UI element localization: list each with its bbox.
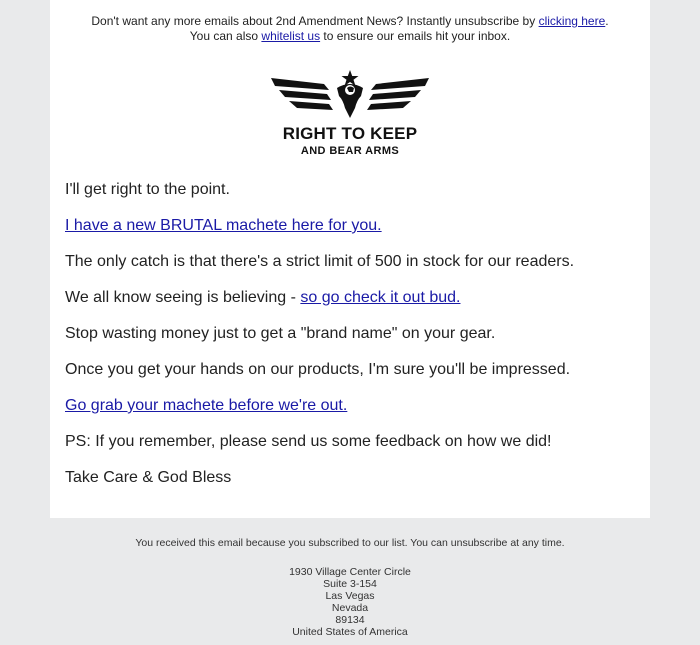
- preheader-text: Don't want any more emails about 2nd Amendment News? Instantly unsubscribe by: [91, 14, 539, 28]
- body-paragraph: [65, 286, 635, 322]
- body-paragraph: I'll get right to the point.: [65, 181, 230, 198]
- body-paragraph: [65, 214, 635, 250]
- preheader-text: .: [605, 14, 609, 28]
- body-paragraph: The only catch is that there's a strict limit of 500 in stock for our readers.: [65, 253, 575, 270]
- address-country: United States of America: [292, 626, 408, 638]
- address-city: Las Vegas: [325, 590, 375, 602]
- logo-title-line-1: RIGHT TO KEEP: [282, 124, 418, 143]
- preheader-line-1: [50, 14, 650, 29]
- preheader: [50, 14, 650, 44]
- star-icon: [342, 70, 359, 86]
- body-paragraph: Once you get your hands on our products, I'm sure you'll be impressed.: [65, 361, 571, 378]
- address-street: 1930 Village Center Circle: [289, 566, 411, 578]
- body-paragraph: [65, 394, 635, 430]
- unsubscribe-link[interactable]: clicking here: [538, 14, 606, 28]
- eagle-wings-icon: [269, 66, 431, 122]
- grab-machete-link[interactable]: Go grab your machete before we're out.: [65, 397, 348, 414]
- email-body: [65, 178, 635, 502]
- machete-offer-link[interactable]: I have a new BRUTAL machete here for you.: [65, 217, 382, 234]
- sign-off: Take Care & God Bless: [65, 469, 232, 486]
- preheader-line-2: [50, 29, 650, 44]
- address-suite: Suite 3-154: [323, 578, 377, 590]
- email-footer: [0, 537, 700, 638]
- address-zip: 89134: [335, 614, 365, 626]
- body-text: We all know seeing is believing -: [65, 289, 301, 306]
- preheader-text: You can also: [189, 29, 262, 43]
- preheader-text: to ensure our emails hit your inbox.: [320, 29, 511, 43]
- check-it-out-link[interactable]: so go check it out bud.: [300, 289, 461, 306]
- body-paragraph: PS: If you remember, please send us some feedback on how we did!: [65, 433, 552, 450]
- mailing-address: [0, 566, 700, 638]
- brand-logo: [269, 66, 431, 160]
- body-paragraph: Stop wasting money just to get a "brand name" on your gear.: [65, 325, 496, 342]
- address-state: Nevada: [331, 602, 369, 614]
- email-card: [50, 0, 650, 518]
- subscription-notice: You received this email because you subscribed to our list. You can unsubscribe at any time.: [135, 537, 565, 549]
- whitelist-link[interactable]: whitelist us: [261, 29, 321, 43]
- logo-title-line-2: AND BEAR ARMS: [300, 145, 400, 157]
